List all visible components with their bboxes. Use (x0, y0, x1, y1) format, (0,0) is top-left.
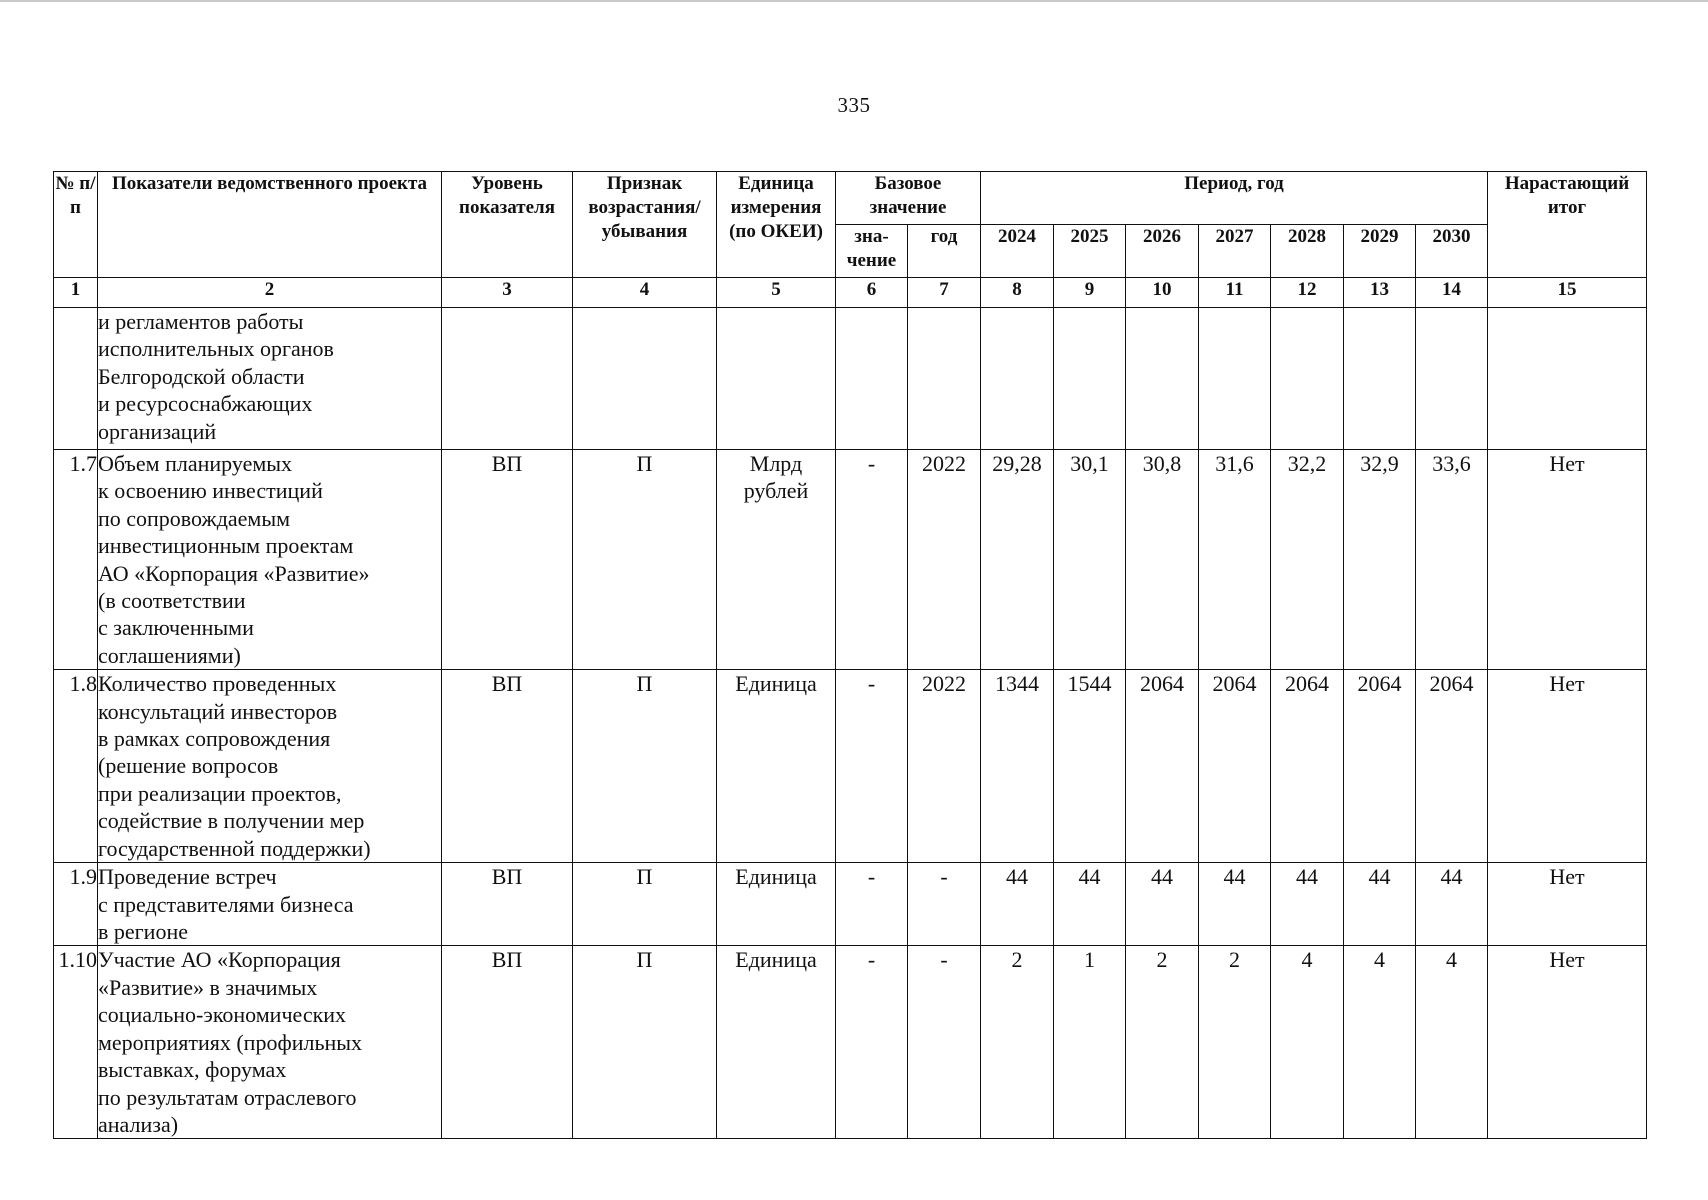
indicator-name-cell-line: мероприятиях (профильных (98, 1029, 363, 1055)
header-number: № п/п (54, 172, 98, 278)
page-number: 335 (837, 93, 871, 117)
cumulative-cell: Нет (1488, 450, 1647, 670)
indicator-name-cell-line: при реализации проектов, (98, 780, 342, 806)
unit-cell (717, 946, 836, 1139)
cumulative-cell: Нет (1488, 946, 1647, 1139)
header-year-2024: 2024 (981, 225, 1054, 278)
year-value-cell (1054, 308, 1126, 450)
indicator-name-cell (98, 946, 442, 1139)
year-value-cell: 4 (1416, 946, 1488, 1139)
page-top-edge (0, 0, 1708, 2)
year-value-cell: 44 (1126, 863, 1199, 946)
indicator-name-cell-line: и ресурсоснабжающих (98, 391, 313, 417)
table-row (54, 670, 1647, 863)
column-number: 3 (442, 278, 573, 308)
indicator-name-cell-line: Участие АО «Корпорация (98, 947, 341, 973)
indicator-name-cell-line: исполнительных органов (98, 336, 334, 362)
indicator-name-cell-line: (решение вопросов (98, 753, 279, 779)
indicator-name-cell-line: выставках, форумах (98, 1057, 287, 1083)
table-body (54, 308, 1647, 1139)
row-number-cell: 1.7 (54, 450, 98, 670)
level-cell: ВП (442, 946, 573, 1139)
year-value-cell: 30,8 (1126, 450, 1199, 670)
year-value-cell: 1 (1054, 946, 1126, 1139)
indicator-name-cell-line: Количество проведенных (98, 671, 337, 697)
year-value-cell: 2 (1199, 946, 1271, 1139)
level-cell: ВП (442, 863, 573, 946)
column-number: 11 (1199, 278, 1271, 308)
unit-cell-line: рублей (743, 478, 809, 504)
indicator-name-cell-line: с представителями бизнеса (98, 891, 354, 917)
year-value-cell (1271, 308, 1344, 450)
column-number: 10 (1126, 278, 1199, 308)
header-year-2029: 2029 (1344, 225, 1416, 278)
year-value-cell: 44 (1271, 863, 1344, 946)
cumulative-cell: Нет (1488, 863, 1647, 946)
header-sign: Признак возрастания/ убывания (573, 172, 717, 278)
header-year-2026: 2026 (1126, 225, 1199, 278)
row-number-cell: 1.9 (54, 863, 98, 946)
indicator-name-cell-line: (в соответствии (98, 588, 246, 614)
column-number: 7 (908, 278, 981, 308)
year-value-cell: 2064 (1199, 670, 1271, 863)
year-value-cell: 1344 (981, 670, 1054, 863)
column-number: 1 (54, 278, 98, 308)
header-unit: Единица измерения (по ОКЕИ) (717, 172, 836, 278)
header-cumulative: Нарастающий итог (1488, 172, 1647, 278)
header-base-year: год (908, 225, 981, 278)
table-row (54, 946, 1647, 1139)
year-value-cell: 4 (1344, 946, 1416, 1139)
column-number: 5 (717, 278, 836, 308)
header-year-2028: 2028 (1271, 225, 1344, 278)
base-value-cell: - (836, 670, 908, 863)
year-value-cell: 2064 (1271, 670, 1344, 863)
header-indicator: Показатели ведомственного проекта (98, 172, 442, 278)
cumulative-cell: Нет (1488, 670, 1647, 863)
base-year-cell: - (908, 863, 981, 946)
table-row (54, 308, 1647, 450)
base-year-cell: 2022 (908, 450, 981, 670)
indicator-name-cell-line: к освоению инвестиций (98, 478, 323, 504)
column-number: 14 (1416, 278, 1488, 308)
sign-cell (573, 308, 717, 450)
year-value-cell: 44 (1199, 863, 1271, 946)
indicator-name-cell (98, 670, 442, 863)
table-header (54, 172, 1647, 308)
year-value-cell (1344, 308, 1416, 450)
indicator-name-cell-line: содействие в получении мер (98, 808, 365, 834)
year-value-cell: 2064 (1344, 670, 1416, 863)
year-value-cell: 44 (1344, 863, 1416, 946)
year-value-cell: 32,9 (1344, 450, 1416, 670)
unit-cell-line: Единица (735, 671, 817, 697)
column-number: 15 (1488, 278, 1647, 308)
header-year-2027: 2027 (1199, 225, 1271, 278)
row-number-cell (54, 308, 98, 450)
level-cell (442, 308, 573, 450)
indicator-name-cell-line: Объем планируемых (98, 451, 293, 476)
sign-cell: П (573, 670, 717, 863)
indicator-name-cell-line: инвестиционным проектам (98, 533, 354, 559)
unit-cell-line: Единица (735, 864, 817, 890)
year-value-cell: 29,28 (981, 450, 1054, 670)
row-number-cell: 1.8 (54, 670, 98, 863)
table-row (54, 863, 1647, 946)
column-number: 6 (836, 278, 908, 308)
year-value-cell: 33,6 (1416, 450, 1488, 670)
year-value-cell (981, 308, 1054, 450)
year-value-cell: 2 (1126, 946, 1199, 1139)
indicator-name-cell-line: по результатам отраслевого (98, 1084, 357, 1110)
indicator-name-cell-line: в рамках сопровождения (98, 726, 331, 752)
unit-cell-line: Единица (735, 947, 817, 973)
year-value-cell: 1544 (1054, 670, 1126, 863)
column-number: 12 (1271, 278, 1344, 308)
row-number-cell: 1.10 (54, 946, 98, 1139)
column-number: 2 (98, 278, 442, 308)
indicator-name-cell (98, 308, 442, 450)
year-value-cell: 44 (1054, 863, 1126, 946)
indicator-name-cell-line: АО «Корпорация «Развитие» (98, 560, 370, 586)
year-value-cell (1126, 308, 1199, 450)
unit-cell (717, 450, 836, 670)
indicator-name-cell-line: «Развитие» в значимых (98, 974, 318, 1000)
level-cell: ВП (442, 670, 573, 863)
sign-cell: П (573, 450, 717, 670)
indicators-table (53, 171, 1647, 1139)
indicator-name-cell-line: анализа) (98, 1111, 179, 1137)
column-number: 4 (573, 278, 717, 308)
sign-cell: П (573, 946, 717, 1139)
level-cell: ВП (442, 450, 573, 670)
header-base-value: зна- чение (836, 225, 908, 278)
indicator-name-cell-line: государственной поддержки) (98, 835, 371, 861)
indicator-name-cell (98, 450, 442, 670)
indicator-name-cell-line: организаций (98, 418, 217, 444)
column-number: 9 (1054, 278, 1126, 308)
base-value-cell (836, 308, 908, 450)
base-value-cell: - (836, 863, 908, 946)
base-value-cell: - (836, 450, 908, 670)
year-value-cell: 2 (981, 946, 1054, 1139)
table-row (54, 450, 1647, 670)
sign-cell: П (573, 863, 717, 946)
header-period-group: Период, год (981, 172, 1488, 225)
header-year-2025: 2025 (1054, 225, 1126, 278)
column-number: 8 (981, 278, 1054, 308)
year-value-cell: 44 (981, 863, 1054, 946)
indicator-name-cell-line: социально-экономических (98, 1002, 347, 1028)
unit-cell (717, 670, 836, 863)
year-value-cell: 2064 (1416, 670, 1488, 863)
year-value-cell: 4 (1271, 946, 1344, 1139)
indicator-name-cell-line: соглашениями) (98, 642, 241, 668)
indicator-name-cell-line: с заключенными (98, 615, 254, 641)
unit-cell (717, 308, 836, 450)
header-base-group: Базовое значение (836, 172, 981, 225)
year-value-cell: 2064 (1126, 670, 1199, 863)
column-number: 13 (1344, 278, 1416, 308)
indicator-name-cell-line: Проведение встреч (98, 864, 277, 890)
year-value-cell: 30,1 (1054, 450, 1126, 670)
indicator-name-cell-line: в регионе (98, 919, 188, 945)
cumulative-cell (1488, 308, 1647, 450)
base-year-cell (908, 308, 981, 450)
indicator-name-cell-line: по сопровождаемым (98, 505, 291, 531)
indicator-name-cell-line: консультаций инвесторов (98, 698, 338, 724)
indicator-name-cell (98, 863, 442, 946)
unit-cell (717, 863, 836, 946)
header-level: Уровень показателя (442, 172, 573, 278)
unit-cell-line: Млрд (749, 451, 803, 476)
base-year-cell: - (908, 946, 981, 1139)
year-value-cell (1416, 308, 1488, 450)
header-year-2030: 2030 (1416, 225, 1488, 278)
year-value-cell: 32,2 (1271, 450, 1344, 670)
base-year-cell: 2022 (908, 670, 981, 863)
base-value-cell: - (836, 946, 908, 1139)
year-value-cell: 44 (1416, 863, 1488, 946)
column-number-row (54, 278, 1647, 308)
year-value-cell (1199, 308, 1271, 450)
year-value-cell: 31,6 (1199, 450, 1271, 670)
indicator-name-cell-line: и регламентов работы (98, 309, 304, 334)
indicator-name-cell-line: Белгородской области (98, 363, 305, 389)
